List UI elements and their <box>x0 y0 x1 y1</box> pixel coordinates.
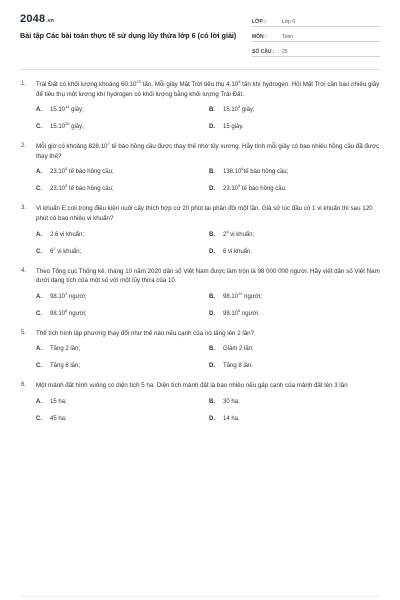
option-a[interactable]: A. 23.10$^5$ tế bào hồng cầu; <box>36 166 114 176</box>
meta-label: SỐ CÂU : <box>252 49 275 55</box>
option-b[interactable]: B. 30 ha; <box>209 399 240 406</box>
document-meta <box>252 14 380 59</box>
question-text: Theo Tổng cục Thống kê, tháng 10 năm 2020 dân số Việt Nam được làm tròn là 98 000 000 người. Hãy viết dân số Việt Nam dưới dạng tích của một số với một lũy thừa của 10. <box>36 267 380 285</box>
answer-options <box>36 166 382 193</box>
option-d[interactable]: D. 98.10$^6$ người. <box>209 307 260 317</box>
question-number: 6. <box>21 381 27 389</box>
answer-options <box>36 104 382 131</box>
header-divider <box>20 69 380 70</box>
meta-label: MÔN : <box>252 34 267 40</box>
option-a[interactable]: A. 98.10$^1$ người; <box>36 290 87 300</box>
question-text: Vi khuẩn E.coli trong điều kiện nuôi cấy thích hợp cứ 20 phút lại phân đôi một lần. Giả sử lúc đầu có 1 vi khuẩn thì sau 120 phút có bao nhiêu vi khuẩn? <box>36 205 373 223</box>
question-5 <box>20 329 382 370</box>
option-c[interactable]: C. 23.10$^3$ tế bào hồng cầu; <box>36 183 114 193</box>
question-list <box>20 80 382 434</box>
answer-options <box>36 346 382 369</box>
question-1 <box>20 80 382 130</box>
meta-value: Toán <box>282 34 293 40</box>
question-number: 3. <box>21 204 27 212</box>
option-b[interactable]: B. 138.10$^6$tế bào hồng cầu; <box>209 166 289 176</box>
question-text: Thể tích hình lập phương thay đổi như thế nào nếu cạnh của nó tăng lên 2 lần? <box>36 329 255 337</box>
question-number: 2. <box>21 142 27 150</box>
option-d[interactable]: D. Tăng 8 lần. <box>209 363 254 370</box>
question-3 <box>20 204 382 254</box>
option-d[interactable]: D. 23.10$^9$ tế bào hồng cầu. <box>209 183 287 193</box>
logo-text: 2048 <box>20 13 46 25</box>
question-6 <box>20 381 382 422</box>
option-d[interactable]: D. 15 giây. <box>209 124 244 131</box>
option-b[interactable]: B. Giảm 2 lần; <box>209 346 254 353</box>
meta-row-count <box>252 44 380 57</box>
option-c[interactable]: C. Tăng 6 lần; <box>36 363 81 370</box>
meta-value: Lớp 6 <box>282 19 296 25</box>
question-4 <box>20 267 382 317</box>
page-header <box>0 0 400 70</box>
option-c[interactable]: C. 45 ha; <box>36 416 67 423</box>
option-a[interactable]: A. 2.6 vi khuẩn; <box>36 231 85 238</box>
option-a[interactable]: A. 15 ha; <box>36 399 67 406</box>
option-b[interactable]: B. $2^6$ vi khuẩn; <box>209 228 255 238</box>
meta-row-subject <box>252 29 380 42</box>
question-text: Trái Đất có khối lượng khoảng 60.10$^{20}$ tấn. Mỗi giây Mặt Trời tiêu thụ 4.10$^6$ tấn khí hydrogen. Hỏi Mặt Trời cần bao nhiêu giây để tiêu thụ một lượng khí hydrogen có khối lượng bằng khối lượng Trái Đất. <box>36 78 380 98</box>
option-a[interactable]: A. 15.10$^{14}$ giây; <box>36 104 84 114</box>
site-logo[interactable] <box>20 13 54 25</box>
question-2 <box>20 142 382 192</box>
logo-suffix: .vn <box>46 18 55 24</box>
option-a[interactable]: A. Tăng 2 lần; <box>36 346 81 353</box>
meta-row-class <box>252 14 380 27</box>
option-b[interactable]: B. 15.10$^3$ giây; <box>209 104 255 114</box>
question-text: Một mảnh đất hình vuông có diện tích 5 ha. Diện tích mảnh đất là bao nhiêu nếu gấp cạnh của mảnh đất lên 3 lần <box>36 382 348 390</box>
answer-options <box>36 290 382 317</box>
option-d[interactable]: D. 6 vi khuẩn. <box>209 248 253 255</box>
meta-value: 25 <box>282 49 288 55</box>
question-text: Mỗi giờ có khoảng 828.10$^7$ tế bào hồng cầu được thay thế nhờ tủy xương. Hãy tính mỗi giây có bao nhiêu hồng cầu đã được thay thế? <box>36 141 380 160</box>
option-b[interactable]: B. 98.10$^{10}$ người; <box>209 290 262 300</box>
meta-label: LỚP : <box>252 19 266 25</box>
document-title: Bài tập Các bài toán thực tế sử dụng lũy thừa lớp 6 (có lời giải) <box>20 31 237 40</box>
page-bottom-divider <box>20 596 380 597</box>
answer-options <box>36 399 382 422</box>
option-d[interactable]: D. 14 ha. <box>209 416 240 423</box>
answer-options <box>36 228 382 255</box>
option-c[interactable]: C. $6^2$ vi khuẩn; <box>36 245 82 255</box>
question-number: 1. <box>21 80 27 87</box>
question-number: 4. <box>21 266 27 274</box>
question-number: 5. <box>21 328 27 336</box>
option-c[interactable]: C. 98.10$^8$ người; <box>36 307 87 317</box>
option-c[interactable]: C. 15.10$^{26}$ giây; <box>36 121 84 131</box>
